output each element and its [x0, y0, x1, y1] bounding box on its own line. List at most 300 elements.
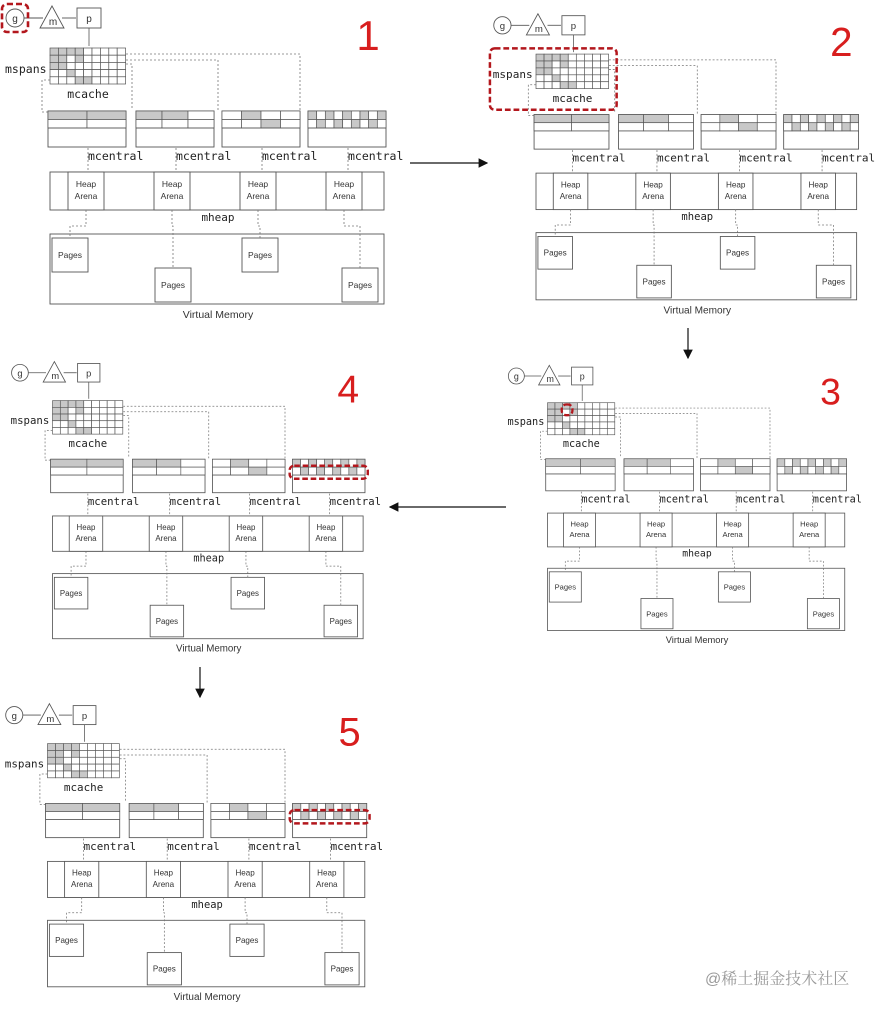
span-cell [576, 82, 584, 89]
span-cell [229, 812, 248, 820]
span-cell [79, 764, 87, 771]
step-4-diagram [6, 356, 387, 656]
span-cell [560, 75, 568, 82]
g-label: g [12, 14, 18, 25]
span-cell [117, 77, 125, 84]
span-cell [720, 123, 739, 131]
span-cell [60, 427, 68, 434]
heap-arena-label-heap: Heap [156, 522, 176, 532]
span-cell [309, 467, 317, 475]
m-label: m [48, 17, 58, 28]
span-cell [84, 77, 92, 84]
span-cell [757, 115, 776, 123]
span-cell [552, 68, 560, 75]
step-4-panel [6, 356, 398, 656]
span-cell [739, 123, 758, 131]
span-cell [793, 466, 801, 474]
span-cell [317, 467, 325, 475]
span-cell [92, 427, 100, 434]
span-cell [162, 120, 188, 129]
span-cell [562, 422, 569, 428]
m-label: m [46, 713, 55, 725]
span-cell [79, 750, 87, 757]
span-cell [71, 750, 79, 757]
span-cell [67, 70, 75, 77]
span-cell [555, 416, 562, 422]
heap-arena-label-heap: Heap [808, 180, 828, 190]
span-cell [842, 123, 850, 131]
mcentral-span-grid [129, 803, 203, 819]
mcentral-label: mcentral [176, 149, 232, 163]
step-1-panel [0, 0, 420, 330]
mcentral-span-grid [546, 459, 615, 474]
heap-arena-label-arena: Arena [724, 192, 747, 202]
span-cell [592, 54, 600, 61]
span-cell [536, 54, 544, 61]
heap-arena-label-heap: Heap [153, 868, 174, 878]
span-cell [51, 459, 87, 467]
span-cell [317, 111, 326, 120]
span-cell [50, 77, 58, 84]
mcentral-label: mcentral [248, 840, 302, 853]
heap-arena-label-heap: Heap [316, 522, 336, 532]
span-cell [800, 459, 808, 467]
span-cell [343, 120, 352, 129]
heap-arena-label-heap: Heap [161, 179, 183, 189]
mcentral-label: mcentral [83, 840, 137, 853]
span-cell [267, 467, 285, 475]
span-cell [55, 771, 63, 778]
span-cell [249, 459, 267, 467]
mcentral-label: mcentral [581, 494, 631, 506]
mcache-link-4 [609, 60, 776, 114]
mcentral-span-grid [211, 803, 285, 819]
mcache-link-4 [615, 408, 770, 458]
span-cell [800, 123, 808, 131]
span-cell [83, 812, 120, 820]
pages-label: Pages [57, 250, 83, 260]
span-cell [341, 467, 349, 475]
mcentral-label: mcentral [249, 494, 302, 508]
span-cell [111, 757, 119, 764]
span-cell [825, 123, 833, 131]
mcentral-span-grid [48, 111, 126, 128]
span-cell [103, 771, 111, 778]
span-cell [825, 115, 833, 123]
span-cell [87, 750, 95, 757]
span-cell [592, 422, 599, 428]
span-cell [111, 750, 119, 757]
heap-arena-label-heap: Heap [317, 868, 337, 878]
span-cell [601, 82, 609, 89]
heap-arena-label-arena: Arena [569, 530, 590, 540]
span-cell [60, 401, 68, 408]
span-cell [592, 409, 599, 415]
heap-arena-label-arena: Arena [316, 880, 338, 890]
span-cell [261, 120, 281, 129]
heap-arena-label-arena: Arena [246, 191, 270, 201]
span-cell [71, 757, 79, 764]
span-cell [75, 55, 83, 62]
mcache-label: mcache [67, 87, 109, 101]
span-cell [293, 812, 301, 820]
span-cell [600, 416, 607, 422]
step-3-diagram [503, 360, 868, 649]
m-label: m [51, 371, 60, 382]
span-cell [58, 48, 66, 55]
span-cell [536, 82, 544, 89]
span-cell [584, 68, 592, 75]
span-cell [84, 421, 92, 428]
heap-arena-label-heap: Heap [800, 519, 819, 529]
span-cell [92, 62, 100, 69]
heap-arena-label-arena: Arena [152, 880, 175, 890]
span-cell [334, 111, 343, 120]
mcache-spans-grid [547, 403, 614, 435]
mcache-link-1 [45, 430, 52, 460]
virtual-memory-label: Virtual Memory [663, 305, 732, 317]
span-cell [547, 409, 554, 415]
span-cell [231, 467, 249, 475]
mcache-link-4 [123, 406, 285, 458]
span-cell [281, 120, 301, 129]
mcache-link-3 [609, 66, 697, 114]
span-cell [334, 812, 342, 820]
span-cell [267, 459, 285, 467]
heap-arena-label-heap: Heap [723, 519, 742, 529]
heap-arena-label-arena: Arena [799, 530, 820, 540]
mcentral-label: mcentral [262, 149, 318, 163]
span-cell [46, 812, 83, 820]
mcentral-span-grid [701, 115, 776, 131]
span-cell [800, 115, 808, 123]
span-cell [317, 812, 325, 820]
span-cell [562, 416, 569, 422]
span-cell [831, 466, 839, 474]
g-label: g [17, 368, 23, 379]
heap-arena-label-arena: Arena [722, 530, 743, 540]
span-cell [181, 467, 205, 475]
span-cell [92, 414, 100, 421]
span-cell [577, 416, 584, 422]
span-cell [109, 70, 117, 77]
mcentral-span-grid [777, 459, 846, 474]
span-cell [351, 120, 360, 129]
span-cell [87, 467, 123, 475]
span-cell [377, 111, 386, 120]
span-cell [552, 61, 560, 68]
span-cell [76, 401, 84, 408]
span-cell [95, 757, 103, 764]
span-cell [68, 421, 76, 428]
m-label: m [546, 374, 554, 385]
span-cell [231, 459, 249, 467]
span-cell [360, 120, 369, 129]
span-cell [309, 812, 317, 820]
span-cell [568, 75, 576, 82]
mcache-link-2 [123, 416, 129, 459]
span-cell [358, 812, 366, 820]
step-1-diagram [0, 0, 410, 325]
span-cell [84, 401, 92, 408]
span-cell [115, 421, 123, 428]
span-cell [79, 757, 87, 764]
span-cell [607, 409, 614, 415]
span-cell [607, 422, 614, 428]
span-cell [308, 111, 317, 120]
span-cell [584, 61, 592, 68]
span-cell [99, 401, 107, 408]
span-cell [52, 407, 60, 414]
span-cell [850, 123, 858, 131]
heap-arena-label-arena: Arena [646, 530, 667, 540]
span-cell [99, 414, 107, 421]
span-cell [79, 744, 87, 751]
span-cell [111, 744, 119, 751]
span-cell [99, 421, 107, 428]
span-cell [720, 115, 739, 123]
span-cell [607, 416, 614, 422]
span-cell [544, 68, 552, 75]
mcache-label: mcache [562, 439, 600, 451]
span-cell [718, 466, 735, 474]
span-cell [63, 744, 71, 751]
span-cell [300, 467, 308, 475]
mcache-spans-grid [48, 744, 120, 778]
span-cell [308, 120, 317, 129]
span-cell [107, 401, 115, 408]
span-cell [349, 467, 357, 475]
span-cell [87, 744, 95, 751]
span-cell [576, 61, 584, 68]
p-label: p [86, 368, 92, 379]
mheap-label: mheap [682, 548, 712, 560]
heap-arena-label-arena: Arena [70, 880, 93, 890]
span-cell [76, 421, 84, 428]
pages-label: Pages [247, 250, 273, 260]
span-cell [793, 459, 801, 467]
span-cell [222, 120, 242, 129]
pages-label: Pages [554, 582, 577, 592]
mcache-link-4 [120, 749, 285, 802]
mcache-link-3 [126, 60, 218, 110]
pages-label: Pages [812, 609, 835, 619]
pages-label: Pages [235, 936, 259, 946]
pages-label: Pages [330, 964, 354, 974]
span-cell [785, 459, 793, 467]
span-cell [99, 427, 107, 434]
span-cell [753, 466, 770, 474]
span-cell [87, 757, 95, 764]
span-cell [55, 744, 63, 751]
step-3-panel [503, 360, 877, 655]
span-cell [63, 750, 71, 757]
span-cell [555, 428, 562, 434]
span-cell [84, 414, 92, 421]
mcache-link-2 [615, 417, 620, 458]
mspans-label: mspans [4, 757, 45, 771]
heap-arena-label-arena: Arena [332, 191, 356, 201]
span-cell [351, 111, 360, 120]
step-5-diagram [0, 698, 390, 1007]
span-cell [266, 812, 285, 820]
mcentral-span-grid [308, 111, 386, 128]
span-cell [560, 54, 568, 61]
mcache-link-1 [540, 431, 547, 459]
span-cell [577, 422, 584, 428]
span-cell [701, 466, 718, 474]
span-cell [534, 123, 571, 131]
span-cell [601, 61, 609, 68]
mcentral-label: mcentral [169, 494, 222, 508]
span-cell [100, 70, 108, 77]
p-label: p [86, 14, 92, 25]
span-cell [600, 422, 607, 428]
heap-arena-label-heap: Heap [236, 522, 256, 532]
mcache-label: mcache [63, 781, 104, 795]
span-cell [552, 54, 560, 61]
span-cell [63, 764, 71, 771]
span-cell [585, 403, 592, 409]
span-cell [55, 764, 63, 771]
mcache-link-3 [123, 412, 209, 458]
mcentral-span-grid [701, 459, 770, 474]
mcentral-label: mcentral [88, 149, 144, 163]
mcentral-label: mcentral [87, 494, 140, 508]
g-label: g [499, 21, 506, 33]
mcache-link-2 [120, 759, 126, 803]
virtual-memory-box [547, 568, 844, 630]
span-cell [95, 771, 103, 778]
span-cell [103, 764, 111, 771]
span-cell [816, 466, 824, 474]
span-cell [48, 120, 87, 129]
span-cell [644, 115, 669, 123]
span-cell [536, 75, 544, 82]
span-cell [777, 466, 785, 474]
span-cell [58, 62, 66, 69]
span-cell [60, 414, 68, 421]
span-cell [117, 70, 125, 77]
span-cell [792, 123, 800, 131]
span-cell [87, 771, 95, 778]
span-cell [317, 120, 326, 129]
span-cell [357, 467, 365, 475]
span-cell [735, 466, 752, 474]
g-label: g [11, 710, 17, 722]
span-cell [52, 421, 60, 428]
span-cell [68, 427, 76, 434]
span-cell [92, 421, 100, 428]
mheap-label: mheap [201, 211, 235, 224]
span-cell [325, 111, 334, 120]
span-cell [92, 48, 100, 55]
span-cell [67, 55, 75, 62]
span-cell [162, 111, 188, 120]
span-cell [584, 82, 592, 89]
span-cell [154, 812, 179, 820]
span-cell [785, 466, 793, 474]
span-cell [600, 403, 607, 409]
heap-arena-label-arena: Arena [642, 192, 664, 202]
span-cell [87, 120, 126, 129]
span-cell [834, 115, 842, 123]
mcentral-span-grid [624, 459, 693, 474]
span-cell [570, 416, 577, 422]
mcache-link-4 [126, 54, 300, 110]
span-cell [179, 803, 204, 811]
mcache-spans-grid [50, 48, 126, 84]
span-cell [576, 75, 584, 82]
span-cell [701, 115, 720, 123]
mcentral-label: mcentral [348, 149, 404, 163]
span-cell [647, 466, 670, 474]
mcache-label: mcache [68, 437, 108, 451]
mcentral-label: mcentral [656, 151, 711, 165]
span-cell [111, 771, 119, 778]
span-cell [115, 427, 123, 434]
span-cell [592, 416, 599, 422]
span-cell [67, 48, 75, 55]
mspans-label: mspans [507, 416, 545, 428]
span-cell [52, 427, 60, 434]
virtual-memory-box [536, 233, 857, 300]
span-cell [562, 428, 569, 434]
span-cell [103, 744, 111, 751]
span-cell [71, 771, 79, 778]
span-cell [568, 68, 576, 75]
span-cell [129, 803, 154, 811]
span-cell [48, 764, 56, 771]
span-cell [55, 750, 63, 757]
span-cell [601, 54, 609, 61]
mcentral-label: mcentral [736, 494, 786, 506]
span-cell [109, 48, 117, 55]
span-cell [84, 427, 92, 434]
span-cell [157, 467, 181, 475]
virtual-memory-box [50, 234, 384, 304]
span-cell [576, 68, 584, 75]
span-cell [50, 62, 58, 69]
span-cell [154, 803, 179, 811]
pages-label: Pages [236, 588, 259, 598]
watermark: @稀土掘金技术社区 [705, 971, 850, 988]
span-cell [107, 407, 115, 414]
span-cell [92, 77, 100, 84]
span-cell [117, 55, 125, 62]
span-cell [75, 77, 83, 84]
span-cell [570, 422, 577, 428]
span-cell [568, 82, 576, 89]
span-cell [839, 459, 847, 467]
span-cell [577, 403, 584, 409]
span-cell [48, 750, 56, 757]
p-label: p [81, 710, 88, 722]
mheap-label: mheap [681, 211, 714, 224]
span-cell [117, 48, 125, 55]
span-cell [572, 115, 609, 123]
span-cell [536, 61, 544, 68]
g-label: g [513, 371, 519, 382]
span-cell [839, 466, 847, 474]
span-cell [266, 803, 285, 811]
mspans-label: mspans [10, 413, 50, 427]
heap-arena-label-heap: Heap [725, 180, 746, 190]
span-cell [71, 764, 79, 771]
span-cell [585, 416, 592, 422]
span-cell [600, 409, 607, 415]
pages-label: Pages [155, 616, 179, 626]
